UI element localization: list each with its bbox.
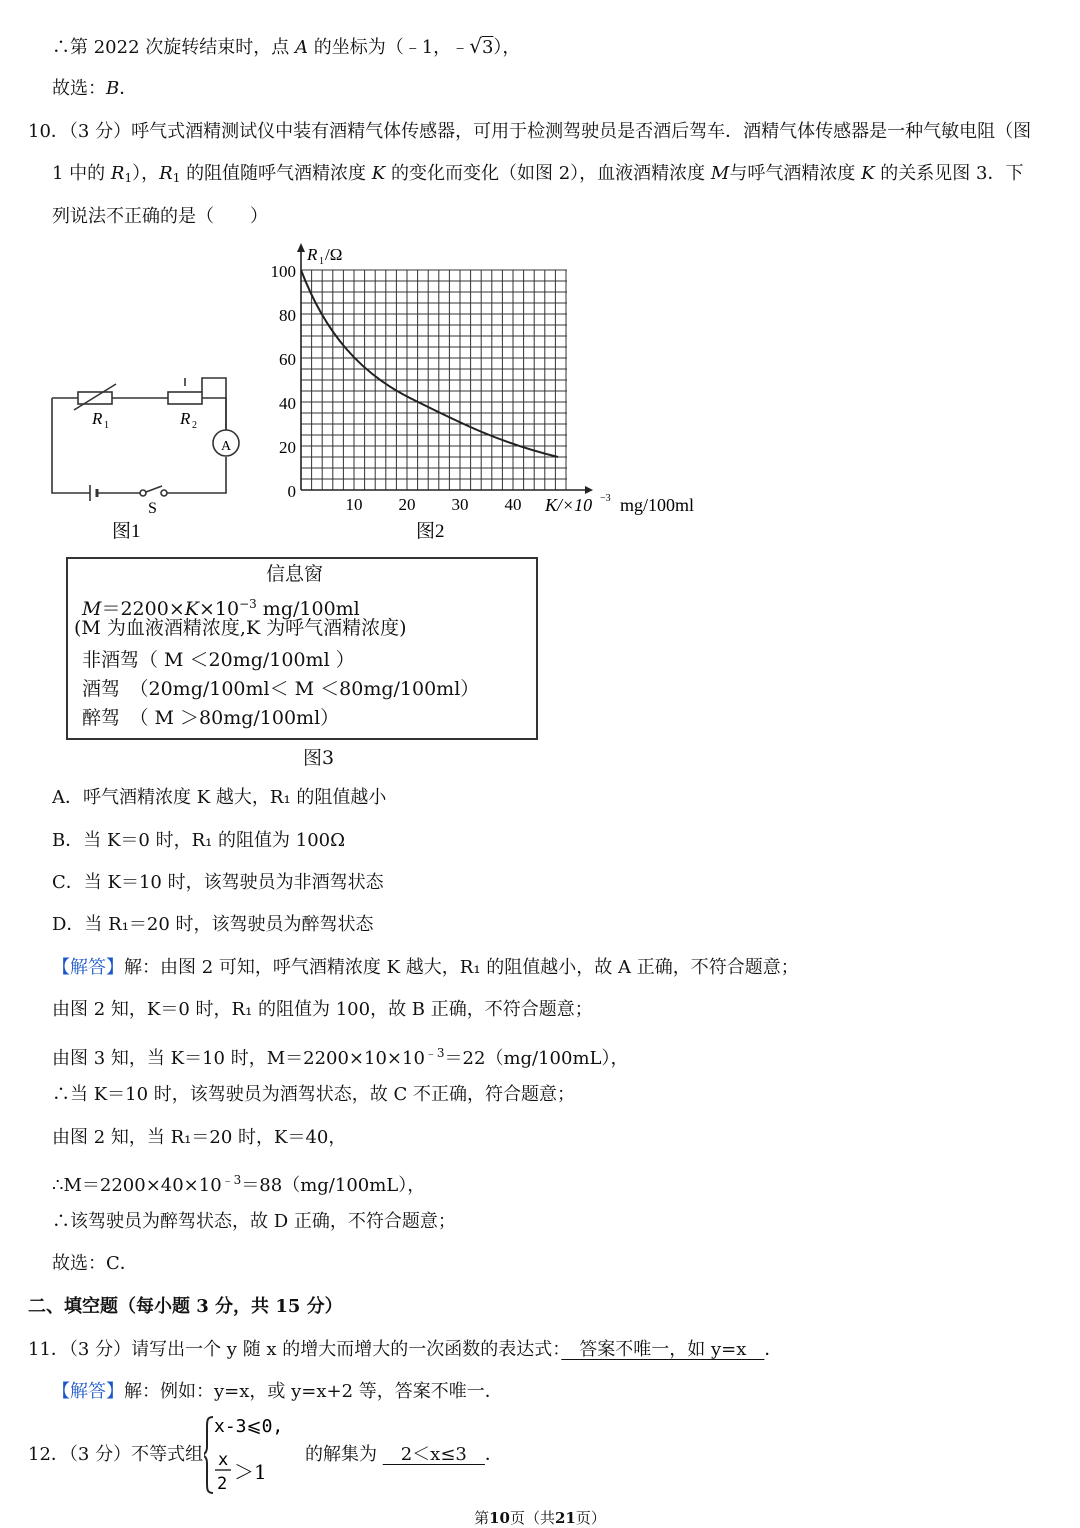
- option-a: A．呼气酒精浓度 K 越大，R₁ 的阻值越小: [52, 787, 387, 808]
- y-tick-label: 80: [279, 306, 296, 325]
- text: 11．（3 分）请写出一个 y 随 x 的增大而增大的一次函数的表达式：: [28, 1339, 562, 1360]
- option-b: B．当 K＝0 时，R₁ 的阻值为 100Ω: [52, 830, 346, 851]
- solution-line5: 由图 2 知，当 R₁＝20 时，K＝40，: [52, 1127, 347, 1148]
- text: 的坐标为（﹣1，﹣: [313, 37, 470, 58]
- y-axis-arrow: [297, 243, 305, 252]
- x-tick-labels: [346, 495, 522, 514]
- x-axis-sup: −3: [600, 493, 611, 504]
- text: ），: [493, 37, 521, 58]
- switch-label: S: [148, 500, 157, 517]
- text: ﹣3: [221, 1173, 242, 1187]
- inequality-system: [204, 1413, 304, 1497]
- question-11: [28, 1338, 782, 1362]
- text: 的阻值随呼气酒精浓度: [186, 163, 367, 184]
- option-c: C．当 K＝10 时，该驾驶员为非酒驾状态: [52, 872, 384, 893]
- text: ），: [132, 163, 160, 184]
- solution-line2: 由图 2 知，K＝0 时，R₁ 的阻值为 100，故 B 正确，不符合题意；: [52, 999, 593, 1020]
- text: 故选：: [52, 78, 106, 99]
- text: ．: [119, 78, 138, 99]
- x-tick-label: 40: [504, 495, 522, 514]
- text: A: [295, 37, 308, 58]
- question-12-stem: 12．（3 分）不等式组: [28, 1444, 204, 1465]
- left-brace: [204, 1417, 213, 1493]
- text: 解：例如：y=x，或 y=x+2 等，答案不唯一．: [124, 1381, 503, 1402]
- page-footer: [0, 1507, 1080, 1528]
- answer-blank: 2＜x≤3: [382, 1444, 485, 1465]
- text: K: [184, 598, 199, 620]
- y-tick-label: 20: [279, 438, 296, 457]
- circuit-diagram: [52, 378, 239, 501]
- text: ＝2200×: [101, 598, 185, 620]
- text: ．: [484, 1444, 503, 1465]
- text: 第: [474, 1509, 490, 1527]
- solution-line4: ∴当 K＝10 时，该驾驶员为酒驾状态，故 C 不正确，符合题意；: [52, 1084, 576, 1105]
- page-number: 10: [489, 1509, 510, 1527]
- text: M: [82, 598, 102, 620]
- solution-line3: [52, 1041, 628, 1071]
- y-axis-sub: 1: [319, 256, 324, 267]
- info-title: 信息窗: [266, 563, 324, 585]
- text: 1: [124, 171, 133, 185]
- text: mg/100ml: [256, 598, 360, 620]
- text: ﹣3: [424, 1046, 445, 1060]
- text: 页）: [575, 1509, 606, 1527]
- x-tick-label: 30: [451, 495, 469, 514]
- text: 的关系见图 3．下: [880, 163, 1024, 184]
- text: ＝22（mg/100mL），: [444, 1048, 629, 1069]
- info-drink-drive: 酒驾 （20mg/100ml＜ M ＜80mg/100ml）: [82, 678, 480, 700]
- section-heading: 二、填空题（每小题 3 分，共 15 分）: [28, 1296, 343, 1317]
- question-10-line3: 列说法不正确的是（ ）: [52, 206, 268, 227]
- x-axis-label: K/×10: [545, 495, 593, 515]
- r2-label: R: [180, 409, 191, 428]
- y-axis-unit: /Ω: [325, 245, 343, 264]
- inequality-2-relation: ＞1: [234, 1460, 267, 1484]
- ammeter-label: A: [221, 439, 232, 454]
- total-pages: 21: [555, 1509, 576, 1527]
- x-axis-arrow: [585, 486, 593, 494]
- text: 的变化而变化（如图 2），血液酒精浓度: [390, 163, 706, 184]
- answer-blank: 答案不唯一，如 y=x: [561, 1339, 765, 1360]
- text: ＝88（mg/100mL），: [241, 1175, 426, 1196]
- text: K: [371, 163, 386, 184]
- text: R: [159, 163, 173, 184]
- solution-tag: 【解答】: [52, 1381, 124, 1402]
- x-tick-label: 10: [345, 495, 363, 514]
- r1-curve: [301, 270, 558, 457]
- figure-1-2: [40, 238, 720, 548]
- text: 3: [481, 37, 494, 58]
- text: B: [106, 78, 120, 99]
- r1-label: R: [92, 409, 103, 428]
- sqrt-symbol: √: [469, 34, 482, 58]
- brace-svg: [204, 1413, 304, 1497]
- inequality-1: x-3⩽0,: [214, 1416, 284, 1437]
- text: 与呼气酒精浓度: [729, 163, 856, 184]
- y-tick-labels: [271, 262, 297, 501]
- graph-grid: [301, 270, 567, 490]
- text: R: [110, 163, 125, 184]
- r1-sub: 1: [104, 420, 109, 431]
- solution-line1: [52, 956, 799, 980]
- figure-svg: [40, 238, 720, 548]
- x-tick-label: 20: [398, 495, 416, 514]
- y-tick-label: 40: [279, 394, 296, 413]
- text: 由图 3 知，当 K＝10 时，M＝2200×10×10: [52, 1048, 425, 1069]
- y-tick-label: 60: [279, 350, 296, 369]
- r2-sub: 2: [192, 420, 197, 431]
- option-d: D．当 R₁＝20 时，该驾驶员为醉驾状态: [52, 914, 374, 935]
- text: −3: [239, 597, 257, 611]
- info-drunk-drive: 醉驾 （ M ＞80mg/100ml）: [82, 707, 340, 729]
- question-10-line2: [52, 162, 1023, 190]
- solution-line6: [52, 1168, 425, 1198]
- text: 解：由图 2 可知，呼气酒精浓度 K 越大，R₁ 的阻值越小，故 A 正确，不符合题意；: [124, 957, 799, 978]
- text: ∴第 2022 次旋转结束时，点: [52, 37, 290, 58]
- x-axis-unit: mg/100ml: [620, 495, 695, 515]
- text: ×10: [198, 598, 240, 620]
- text: ．: [764, 1339, 783, 1360]
- info-non-drunk: 非酒驾（ M ＜20mg/100ml ）: [82, 649, 355, 671]
- solution-tag: 【解答】: [52, 957, 124, 978]
- figure-2-caption: 图2: [416, 521, 445, 542]
- y-tick-label: 100: [270, 262, 296, 281]
- question-11-solution: [52, 1380, 503, 1404]
- text-line: [52, 34, 520, 60]
- text: ∴M＝2200×40×10: [52, 1175, 222, 1196]
- y-tick-label: 0: [287, 482, 296, 501]
- figure-3-caption: 图3: [303, 747, 335, 769]
- info-window: [66, 557, 538, 740]
- question-10-line1: 10．（3 分）呼气式酒精测试仪中装有酒精气体传感器，可用于检测驾驶员是否酒后驾车．酒精气体传感器是一种气敏电阻（图: [28, 121, 1032, 142]
- text: 1: [172, 171, 181, 185]
- info-formula: [82, 593, 360, 620]
- fraction-numerator: x: [218, 1450, 229, 1470]
- text: M: [710, 163, 730, 184]
- solution-line7: ∴该驾驶员为醉驾状态，故 D 正确，不符合题意；: [52, 1211, 456, 1232]
- solution-line8: 故选：C．: [52, 1253, 138, 1274]
- fraction-denominator: 2: [217, 1474, 228, 1494]
- text: 的解集为: [305, 1444, 377, 1465]
- info-definition: (M 为血液酒精浓度,K 为呼气酒精浓度): [74, 617, 407, 639]
- figure-1-caption: 图1: [112, 521, 141, 542]
- text: K: [861, 163, 875, 184]
- question-12-tail: [305, 1443, 503, 1467]
- y-axis-label: R: [307, 245, 318, 264]
- text: 1 中的: [52, 163, 106, 184]
- text: 页（共: [509, 1509, 555, 1527]
- text-line: [52, 77, 137, 101]
